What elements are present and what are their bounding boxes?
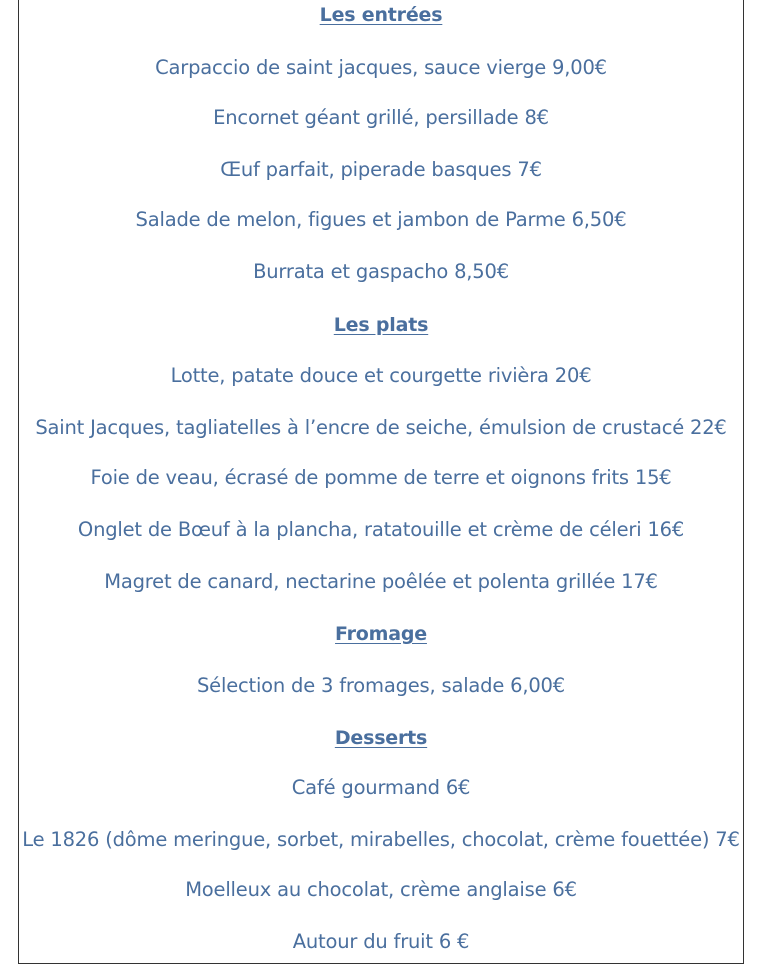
menu-item: Le 1826 (dôme meringue, sorbet, mirabelles, chocolat, crème fouettée) 7€ (22, 828, 740, 851)
menu-item: Café gourmand 6€ (291, 776, 471, 799)
menu-item: Carpaccio de saint jacques, sauce vierge 9,00€ (155, 56, 607, 79)
menu-item: Lotte, patate douce et courgette rivièra 20€ (170, 364, 592, 387)
menu-item: Salade de melon, figues et jambon de Parme 6,50€ (135, 208, 627, 231)
section-heading-entrees: Les entrées (319, 4, 443, 26)
menu-item: Sélection de 3 fromages, salade 6,00€ (197, 674, 565, 697)
section-heading-fromage: Fromage (335, 623, 427, 645)
menu-item: Saint Jacques, tagliatelles à l’encre de seiche, émulsion de crustacé 22€ (35, 416, 727, 439)
menu-page (18, 0, 744, 964)
menu-item: Encornet géant grillé, persillade 8€ (213, 106, 549, 129)
menu-item: Autour du fruit 6 € (292, 930, 470, 953)
menu-item: Œuf parfait, piperade basques 7€ (220, 158, 542, 181)
section-heading-desserts: Desserts (334, 727, 428, 749)
menu-item: Onglet de Bœuf à la plancha, ratatouille et crème de céleri 16€ (77, 518, 685, 541)
menu-item: Moelleux au chocolat, crème anglaise 6€ (185, 878, 577, 901)
menu-item: Foie de veau, écrasé de pomme de terre et oignons frits 15€ (90, 466, 672, 489)
menu-item: Magret de canard, nectarine poêlée et polenta grillée 17€ (104, 570, 658, 593)
menu-item: Burrata et gaspacho 8,50€ (253, 260, 509, 283)
section-heading-plats: Les plats (333, 314, 429, 336)
